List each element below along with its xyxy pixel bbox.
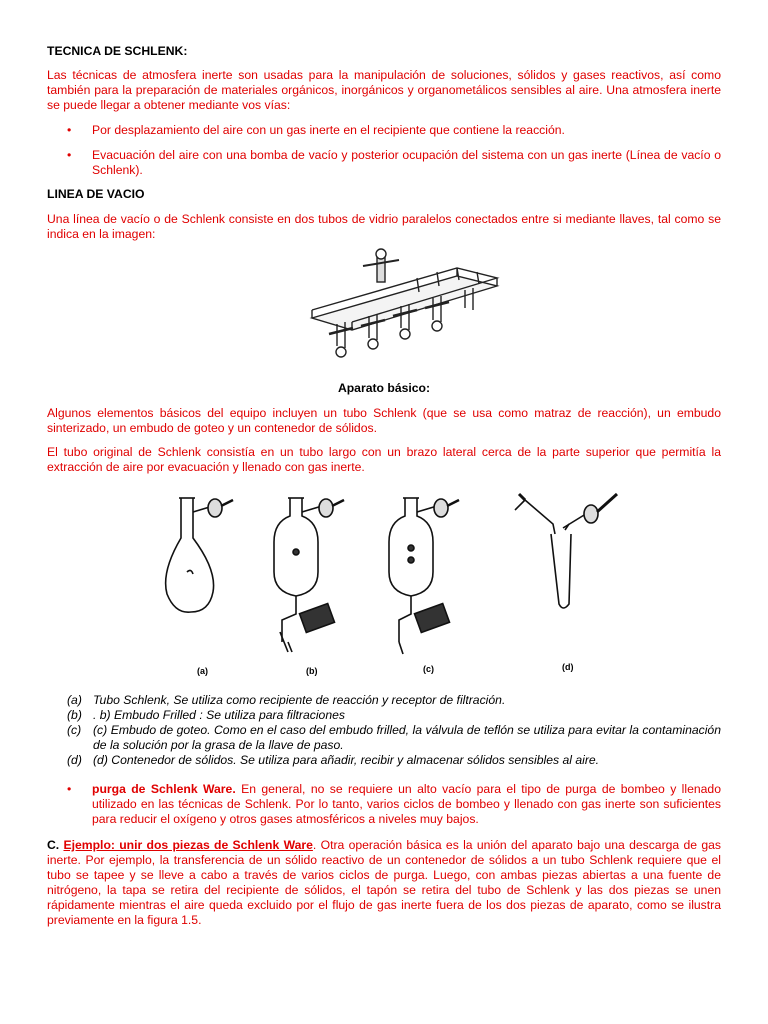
example-text: . Otra operación básica es la unión del aparato bajo una descarga de gas inerte. Por ejemplo, la transferencia de un sólido reactivo de un contenedor de sólidos a un tubo Schlenk requiere que el tubo se tapee y se lleve a cabo a través de varios ciclos de purga. Luego, con ambas piezas abiertas a una fuente de nitrógeno, la tapa se retira del recipiente de sólidos, el tapón se retira del tubo de Schlenk y las dos piezas se unen rápidamente mientras el aire queda excluido por el flujo de gas inerte fuera de los dos piezas de aparato, como se ilustra previamente en la figura 1.5. (47, 838, 721, 927)
figure-label-c: (c) (423, 664, 434, 674)
vacuum-line-paragraph: Una línea de vacío o de Schlenk consiste en dos tubos de vidrio paralelos conectados entre si mediante llaves, tal como se indica en la imagen: (47, 212, 721, 241)
item-text-b: . b) Embudo Frilled : Se utiliza para filtraciones (93, 708, 345, 722)
item-label-a: (a) (67, 693, 82, 707)
item-text-d: (d) Contenedor de sólidos. Se utiliza para añadir, recibir y almacenar sólidos sensibles al aire. (93, 753, 600, 767)
glassware-figure-a (157, 494, 237, 619)
item-text-a: Tubo Schlenk, Se utiliza como recipiente de reacción y receptor de filtración. (93, 693, 506, 707)
schlenk-line-figure (307, 248, 507, 363)
page-title: TECNICA DE SCHLENK: (47, 44, 188, 58)
section-heading-basic-apparatus: Aparato básico: (337, 381, 431, 395)
item-text-c: (c) Embudo de goteo. Como en el caso del embudo frilled, la válvula de teflón se utiliza para evitar la contaminación de la solución por la grasa de la llave de paso. (93, 723, 721, 752)
section-heading-vacuum-line: LINEA DE VACIO (47, 187, 145, 201)
figure-label-d: (d) (562, 662, 574, 672)
bullet-marker: • (67, 123, 72, 137)
basic-apparatus-paragraph-1: Algunos elementos básicos del equipo incluyen un tubo Schlenk (que se usa como matraz de reacción), un embudo sinterizado, un embudo de goteo y un contenedor de sólidos. (47, 406, 721, 435)
bullet-text-1: Por desplazamiento del aire con un gas inerte en el recipiente que contiene la reacción. (92, 123, 565, 137)
basic-apparatus-paragraph-2: El tubo original de Schlenk consistía en un tubo largo con un brazo lateral cerca de la parte superior que permitía la extracción de aire por evacuación y llenado con gas inerte. (47, 445, 721, 474)
figure-label-a: (a) (197, 666, 208, 676)
item-label-c: (c) (67, 723, 82, 737)
bullet-marker: • (67, 782, 72, 796)
example-heading: Ejemplo: unir dos piezas de Schlenk Ware (63, 838, 313, 852)
item-label-d: (d) (67, 753, 82, 767)
bullet-text-2: Evacuación del aire con una bomba de vacío y posterior ocupación del sistema con un gas inerte (Línea de vacío o Schlenk). (92, 148, 721, 177)
bullet-marker: • (67, 148, 72, 162)
example-paragraph (47, 838, 721, 928)
example-prefix: C. (47, 838, 64, 852)
glassware-figure-b (262, 492, 352, 657)
figure-label-b: (b) (306, 666, 318, 676)
glassware-figure-c (377, 492, 467, 657)
purga-heading: purga de Schlenk Ware. (92, 782, 236, 796)
glassware-figure-d (507, 484, 637, 614)
intro-paragraph: Las técnicas de atmosfera inerte son usadas para la manipulación de soluciones, sólidos y gases reactivos, así como también para la preparación de materiales orgánicos, inorgánicos y organometálicos sensibles al aire. Una atmosfera inerte se puede llegar a obtener mediante vos vías: (47, 68, 721, 112)
item-label-b: (b) (67, 708, 82, 722)
purga-text: En general, no se requiere un alto vacío para el tipo de purga de bombeo y llenado utilizado en las técnicas de Schlenk. Por lo tanto, varios ciclos de bombeo y llenado con gas inerte son suficientes para reducir el oxígeno y otros gases atmosféricos a niveles muy bajos. (92, 782, 721, 826)
